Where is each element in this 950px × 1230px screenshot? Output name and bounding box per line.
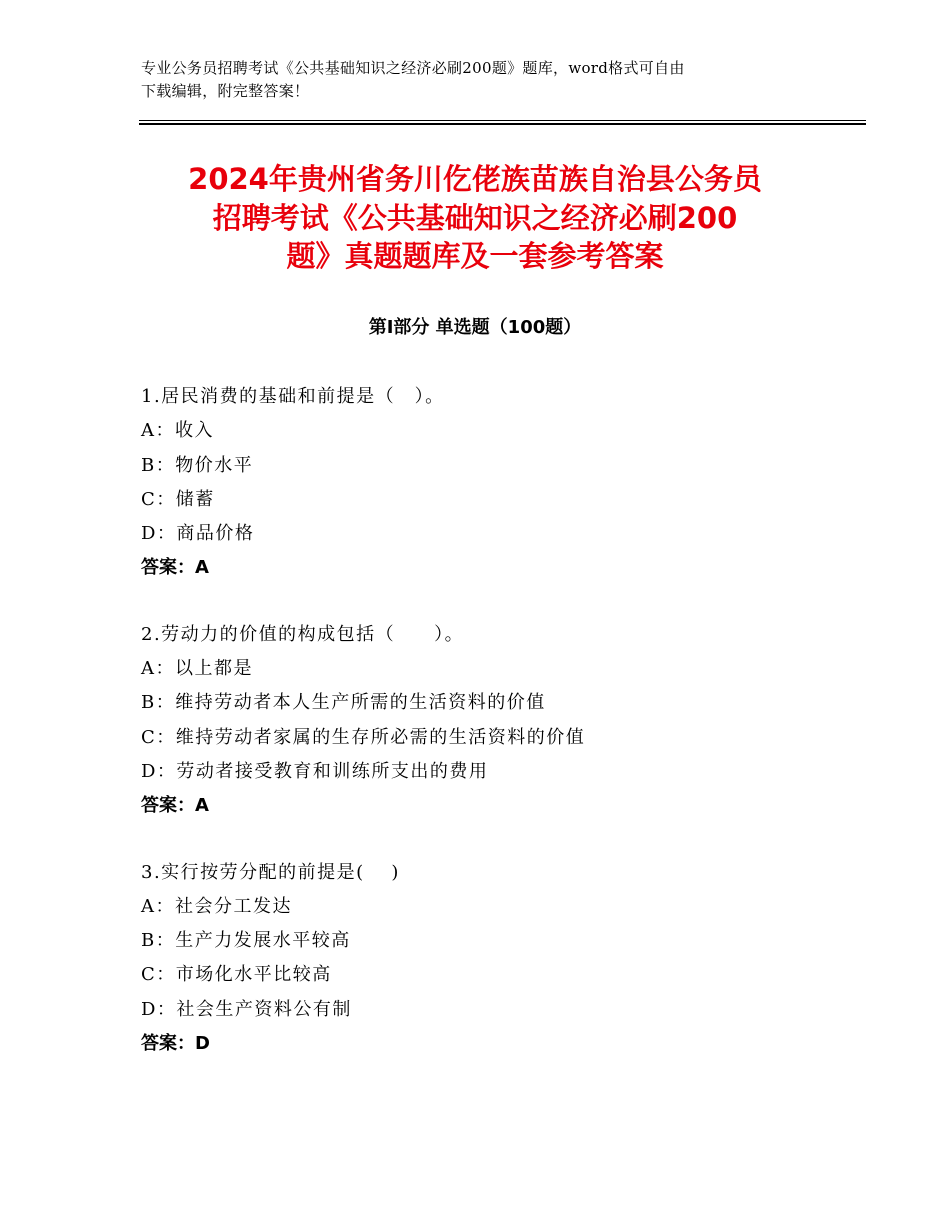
- question-2: [141, 618, 861, 824]
- option-d: D：劳动者接受教育和训练所支出的费用: [141, 760, 489, 782]
- answer: 答案：A: [141, 557, 209, 579]
- option-d: D：商品价格: [141, 523, 255, 545]
- option-c: C：维持劳动者家属的生存所必需的生活资料的价值: [141, 726, 586, 748]
- document-title: [120, 160, 830, 276]
- option-a: A：社会分工发达: [141, 895, 292, 917]
- title-line1: 2024年贵州省务川仡佬族苗族自治县公务员: [188, 162, 762, 196]
- option-b: B：维持劳动者本人生产所需的生活资料的价值: [141, 692, 546, 714]
- option-a: A：以上都是: [141, 658, 253, 680]
- question-stem: 1.居民消费的基础和前提是（ ）。: [141, 386, 445, 407]
- option-b: B：生产力发展水平较高: [141, 930, 351, 952]
- title-line3: 题》真题题库及一套参考答案: [286, 239, 664, 273]
- header-note-line1: 专业公务员招聘考试《公共基础知识之经济必刷200题》题库，word格式可自由: [141, 59, 685, 77]
- question-stem: 2.劳动力的价值的构成包括（ ）。: [141, 623, 465, 645]
- question-3: [141, 856, 861, 1062]
- option-a: A：收入: [141, 420, 214, 442]
- question-stem: 3.实行按劳分配的前提是( ): [141, 861, 400, 883]
- option-b: B：物价水平: [141, 454, 254, 476]
- option-d: D：社会生产资料公有制: [141, 998, 352, 1020]
- header-note: [141, 57, 821, 103]
- answer: 答案：D: [141, 1033, 210, 1055]
- title-line2: 招聘考试《公共基础知识之经济必刷200: [212, 200, 738, 235]
- option-c: C：市场化水平比较高: [141, 964, 332, 986]
- header-rule-top: [139, 120, 866, 121]
- section-heading: 第Ⅰ部分 单选题（100题）: [368, 317, 582, 338]
- header-note-line2: 下载编辑，附完整答案！: [141, 82, 310, 100]
- option-c: C：储蓄: [141, 488, 215, 510]
- question-1: [141, 380, 861, 586]
- header-rule-bottom: [139, 123, 866, 125]
- question-list: [141, 380, 861, 1093]
- answer: 答案：A: [141, 795, 209, 817]
